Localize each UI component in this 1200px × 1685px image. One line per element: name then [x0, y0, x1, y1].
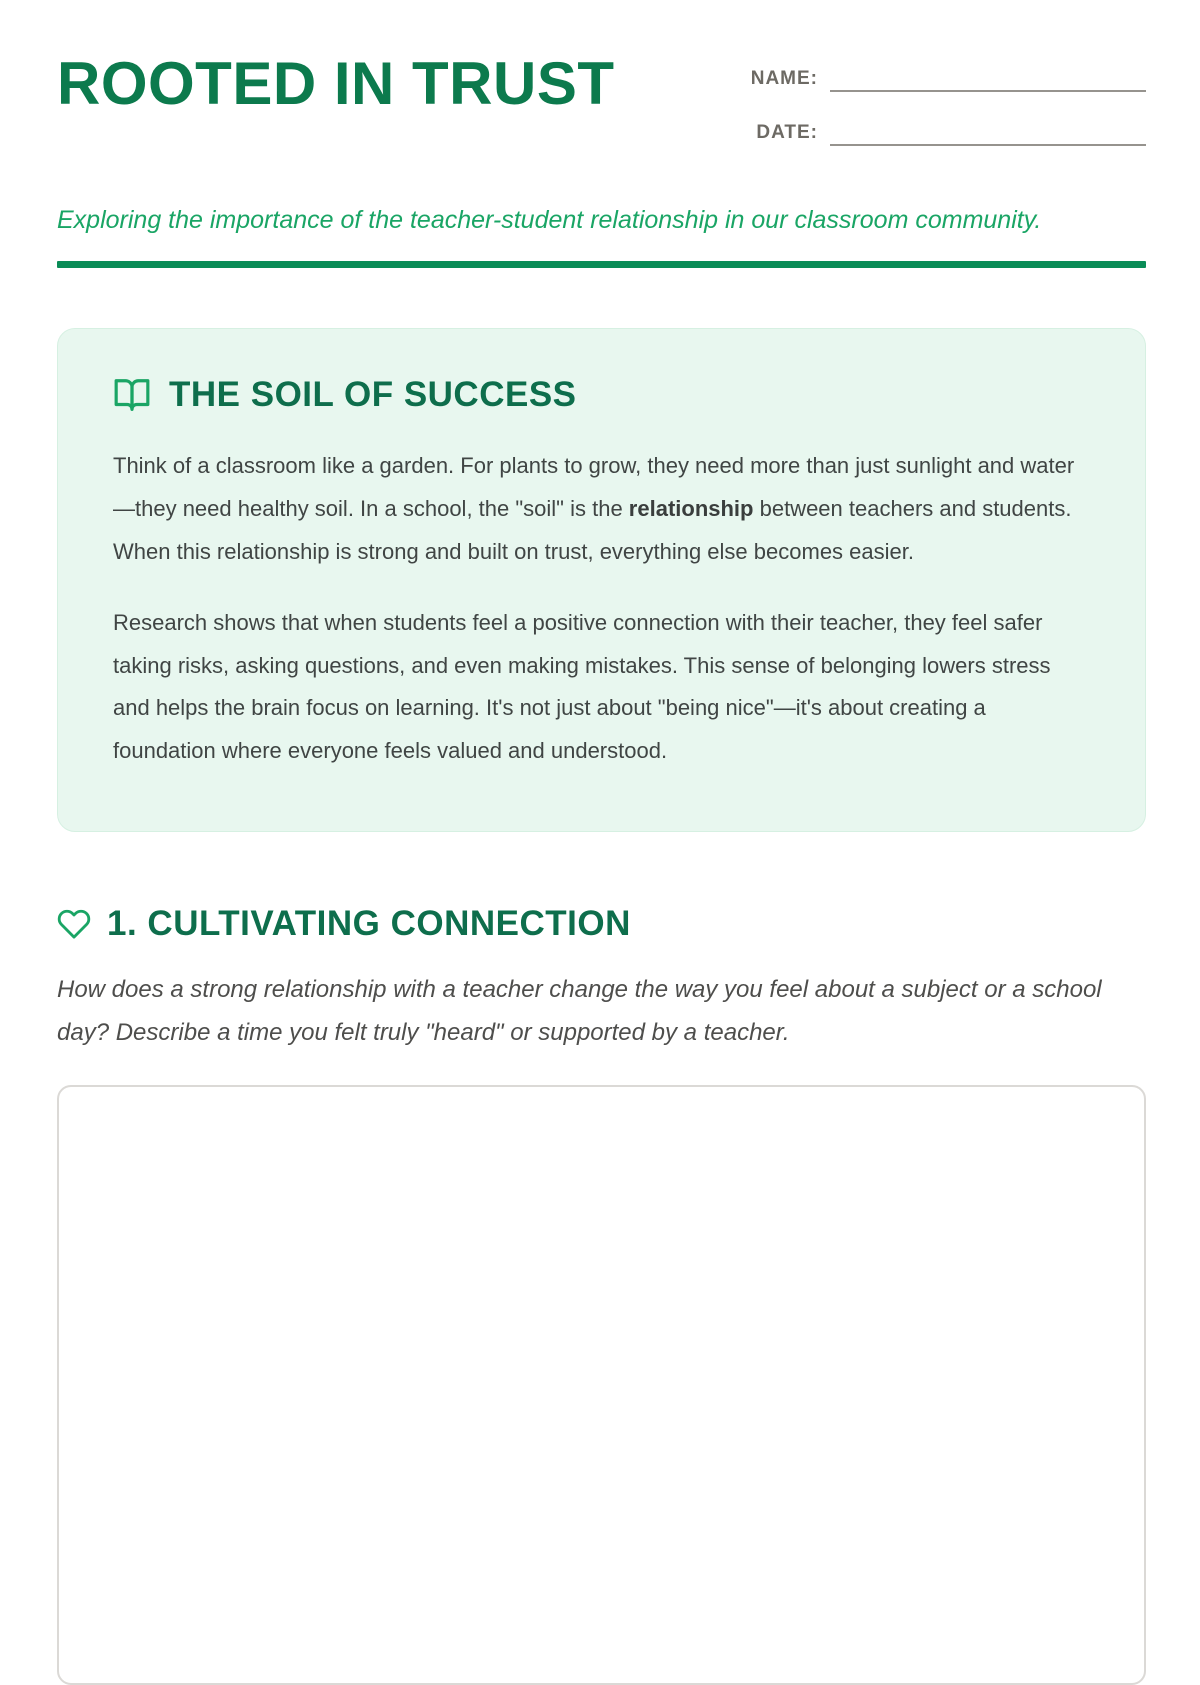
question-prompt: How does a strong relationship with a teacher change the way you feel about a subject or a school day? Describe a time you felt truly "heard" or supported by a teacher. — [57, 976, 1102, 1047]
section-heading-row — [57, 904, 1146, 944]
heart-icon — [57, 907, 91, 941]
name-date-block — [726, 50, 1146, 162]
name-row — [726, 54, 1146, 92]
intro-card — [57, 328, 1146, 832]
intro-card-heading-row — [113, 375, 1090, 415]
book-open-icon — [113, 376, 151, 414]
subtitle: Exploring the importance of the teacher-student relationship in our classroom community. — [57, 206, 1042, 234]
header — [57, 50, 1146, 162]
divider — [57, 261, 1146, 268]
date-row — [726, 108, 1146, 146]
paragraph-text: between teachers and students. When this relationship is strong and built on trust, everything else becomes easier. — [113, 495, 1072, 564]
page-title: ROOTED IN TRUST — [57, 50, 615, 117]
date-input-line[interactable] — [830, 116, 1146, 146]
paragraph-bold-text: relationship — [628, 495, 754, 521]
section-title: 1. CULTIVATING CONNECTION — [107, 904, 631, 944]
intro-paragraph-2: Research shows that when students feel a positive connection with their teacher, they feel safer taking risks, asking questions, and even making mistakes. This sense of belonging lowers stress and helps the brain focus on learning. It's not just about "being nice"—it's about creating a foundation where everyone feels valued and understood. — [113, 609, 1051, 764]
name-input-line[interactable] — [830, 62, 1146, 92]
name-label: NAME: — [750, 68, 818, 89]
date-label: DATE: — [756, 122, 818, 143]
answer-textarea[interactable] — [57, 1085, 1146, 1685]
question-section-1 — [57, 904, 1146, 1684]
intro-card-title: THE SOIL OF SUCCESS — [169, 375, 577, 414]
intro-paragraph-1 — [113, 445, 1090, 574]
paragraph-text: Think of a classroom like a garden. For plants to grow, they need more than just sunlight and water—they need healthy soil. In a school, the "soil" is the — [113, 453, 1075, 521]
